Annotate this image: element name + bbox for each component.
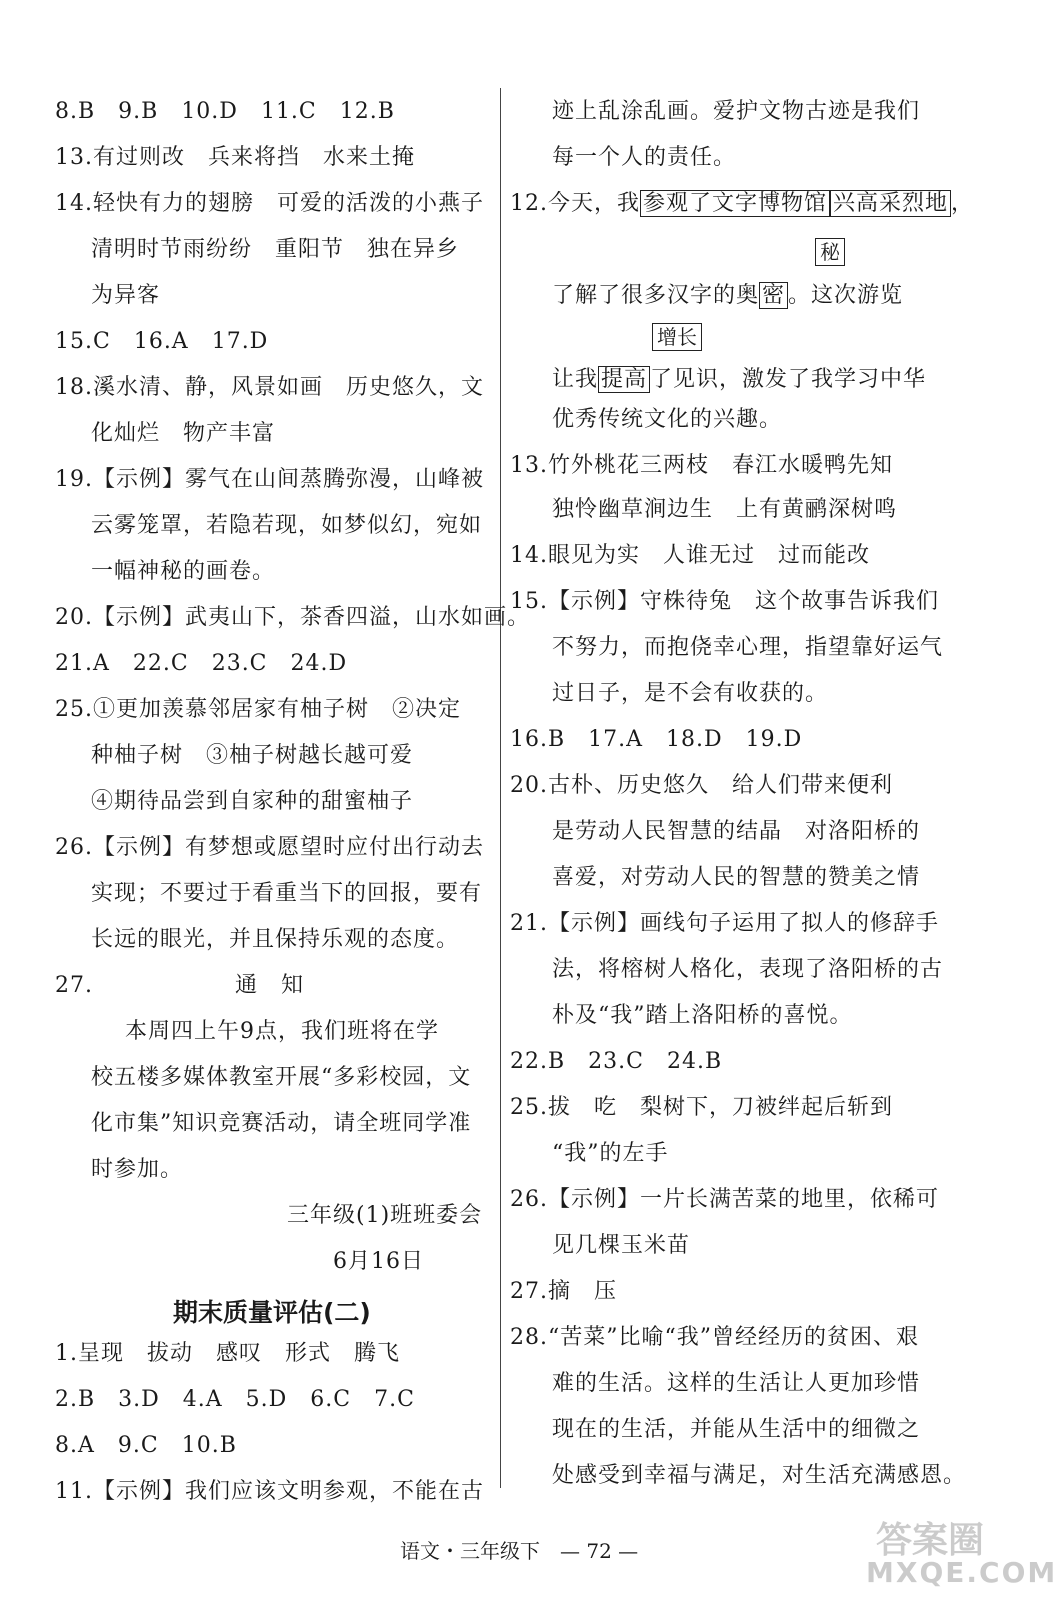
answer-line: 不努力，而抱侥幸心理，指望靠好运气 — [552, 635, 944, 660]
answer-line: 见几棵玉米苗 — [552, 1233, 691, 1258]
answer-line: 15.C 16.A 17.D — [55, 329, 269, 354]
correction-annotation: 秘 — [815, 238, 845, 266]
answer-line: 实现；不要过于看重当下的回报，要有 — [91, 881, 483, 906]
answer-line: 1.呈现 拔动 感叹 形式 腾飞 — [55, 1341, 400, 1366]
answer-line: 28.“苦菜”比喻“我”曾经经历的贫困、艰 — [510, 1325, 919, 1350]
answer-line: 优秀传统文化的兴趣。 — [552, 407, 783, 432]
text-fragment: 了解了很多汉字的奥 — [552, 283, 760, 308]
answer-line: 21.A 22.C 23.C 24.D — [55, 651, 348, 676]
boxed-text: 参观了文字博物馆 — [640, 190, 830, 217]
correction-annotation: 增长 — [652, 323, 702, 351]
answer-line: 13.有过则改 兵来将挡 水来土掩 — [55, 145, 415, 170]
answer-line: 14.眼见为实 人谁无过 过而能改 — [510, 543, 870, 568]
text-fragment: 。这次游览 — [788, 283, 904, 308]
answer-line: 21.【示例】画线句子运用了拟人的修辞手 — [510, 911, 939, 936]
answer-line: 8.B 9.B 10.D 11.C 12.B — [55, 99, 395, 124]
watermark-logo — [856, 1512, 1057, 1592]
answer-line: 法，将榕树人格化，表现了洛阳桥的古 — [552, 957, 944, 982]
correction-line — [510, 189, 974, 219]
boxed-text: 提高 — [598, 366, 650, 393]
answer-line: 13.竹外桃花三两枝 春江水暖鸭先知 — [510, 453, 893, 478]
answer-line: 每一个人的责任。 — [552, 145, 737, 170]
answer-line: 25.①更加羡慕邻居家有柚子树 ②决定 — [55, 697, 461, 722]
section-title: 期末质量评估(二) — [173, 1298, 371, 1327]
answer-line: ④期待品尝到自家种的甜蜜柚子 — [91, 789, 414, 814]
boxed-text: 兴高采烈地 — [830, 190, 951, 217]
answer-line: 2.B 3.D 4.A 5.D 6.C 7.C — [55, 1387, 415, 1412]
notice-title: 通 知 — [235, 973, 305, 998]
answer-line: 20.【示例】武夷山下，茶香四溢，山水如画。 — [55, 605, 530, 630]
text-fragment: 了见识，激发了我学习中华 — [650, 367, 927, 392]
notice-body: 时参加。 — [91, 1157, 184, 1182]
answer-line: 现在的生活，并能从生活中的细微之 — [552, 1417, 921, 1442]
correction-line — [552, 365, 926, 395]
answer-line: 云雾笼罩，若隐若现，如梦似幻，宛如 — [91, 513, 483, 538]
answer-line: 26.【示例】一片长满苦菜的地里，依稀可 — [510, 1187, 939, 1212]
notice-body: 本周四上午9点，我们班将在学 — [125, 1019, 439, 1044]
correction-line — [552, 281, 903, 311]
answer-line: 19.【示例】雾气在山间蒸腾弥漫，山峰被 — [55, 467, 484, 492]
answer-line: 18.溪水清、静，风景如画 历史悠久，文 — [55, 375, 484, 400]
column-divider — [500, 88, 501, 1488]
text-fragment: ， — [951, 191, 975, 216]
answer-line: 朴及“我”踏上洛阳桥的喜悦。 — [552, 1003, 853, 1028]
watermark-url: MXQE.COM — [866, 1556, 1057, 1589]
answer-line: 26.【示例】有梦想或愿望时应付出行动去 — [55, 835, 484, 860]
notice-date: 6月16日 — [333, 1249, 424, 1274]
answer-line: 20.古朴、历史悠久 给人们带来便利 — [510, 773, 893, 798]
boxed-text: 密 — [759, 282, 788, 309]
answer-line: 一幅神秘的画卷。 — [91, 559, 276, 584]
answer-line: 化灿烂 物产丰富 — [91, 421, 276, 446]
answer-line: 难的生活。这样的生活让人更加珍惜 — [552, 1371, 921, 1396]
answer-line: 11.【示例】我们应该文明参观，不能在古 — [55, 1479, 484, 1504]
answer-line: 25.拔 吃 梨树下，刀被绊起后斩到 — [510, 1095, 893, 1120]
text-fragment: 让我 — [552, 367, 599, 392]
answer-line: 22.B 23.C 24.B — [510, 1049, 723, 1074]
answer-line: 14.轻快有力的翅膀 可爱的活泼的小燕子 — [55, 191, 484, 216]
answer-line: 为异客 — [91, 283, 161, 308]
answer-line: “我”的左手 — [552, 1141, 669, 1166]
answer-line: 15.【示例】守株待兔 这个故事告诉我们 — [510, 589, 939, 614]
notice-body: 化市集”知识竞赛活动，请全班同学准 — [91, 1111, 472, 1136]
answer-line: 长远的眼光，并且保持乐观的态度。 — [91, 927, 460, 952]
answer-line: 过日子，是不会有收获的。 — [552, 681, 829, 706]
answer-line: 16.B 17.A 18.D 19.D — [510, 727, 803, 752]
notice-signature: 三年级(1)班班委会 — [287, 1203, 483, 1228]
answer-number: 27. — [55, 973, 93, 998]
text-fragment: 12.今天，我 — [510, 191, 640, 216]
answer-line: 27.摘 压 — [510, 1279, 617, 1304]
answer-line: 种柚子树 ③柚子树越长越可爱 — [91, 743, 414, 768]
answer-line: 是劳动人民智慧的结晶 对洛阳桥的 — [552, 819, 921, 844]
answer-line: 8.A 9.C 10.B — [55, 1433, 237, 1458]
answer-line: 独怜幽草涧边生 上有黄鹂深树鸣 — [552, 497, 898, 522]
page-footer: 语文・三年级下 — 72 — — [400, 1539, 639, 1563]
watermark-text: 答案圈 — [876, 1520, 985, 1561]
answer-line: 清明时节雨纷纷 重阳节 独在异乡 — [91, 237, 460, 262]
answer-line: 迹上乱涂乱画。爱护文物古迹是我们 — [552, 99, 921, 124]
notice-body: 校五楼多媒体教室开展“多彩校园，文 — [91, 1065, 472, 1090]
answer-line: 处感受到幸福与满足，对生活充满感恩。 — [552, 1463, 967, 1488]
answer-line: 喜爱，对劳动人民的智慧的赞美之情 — [552, 865, 921, 890]
